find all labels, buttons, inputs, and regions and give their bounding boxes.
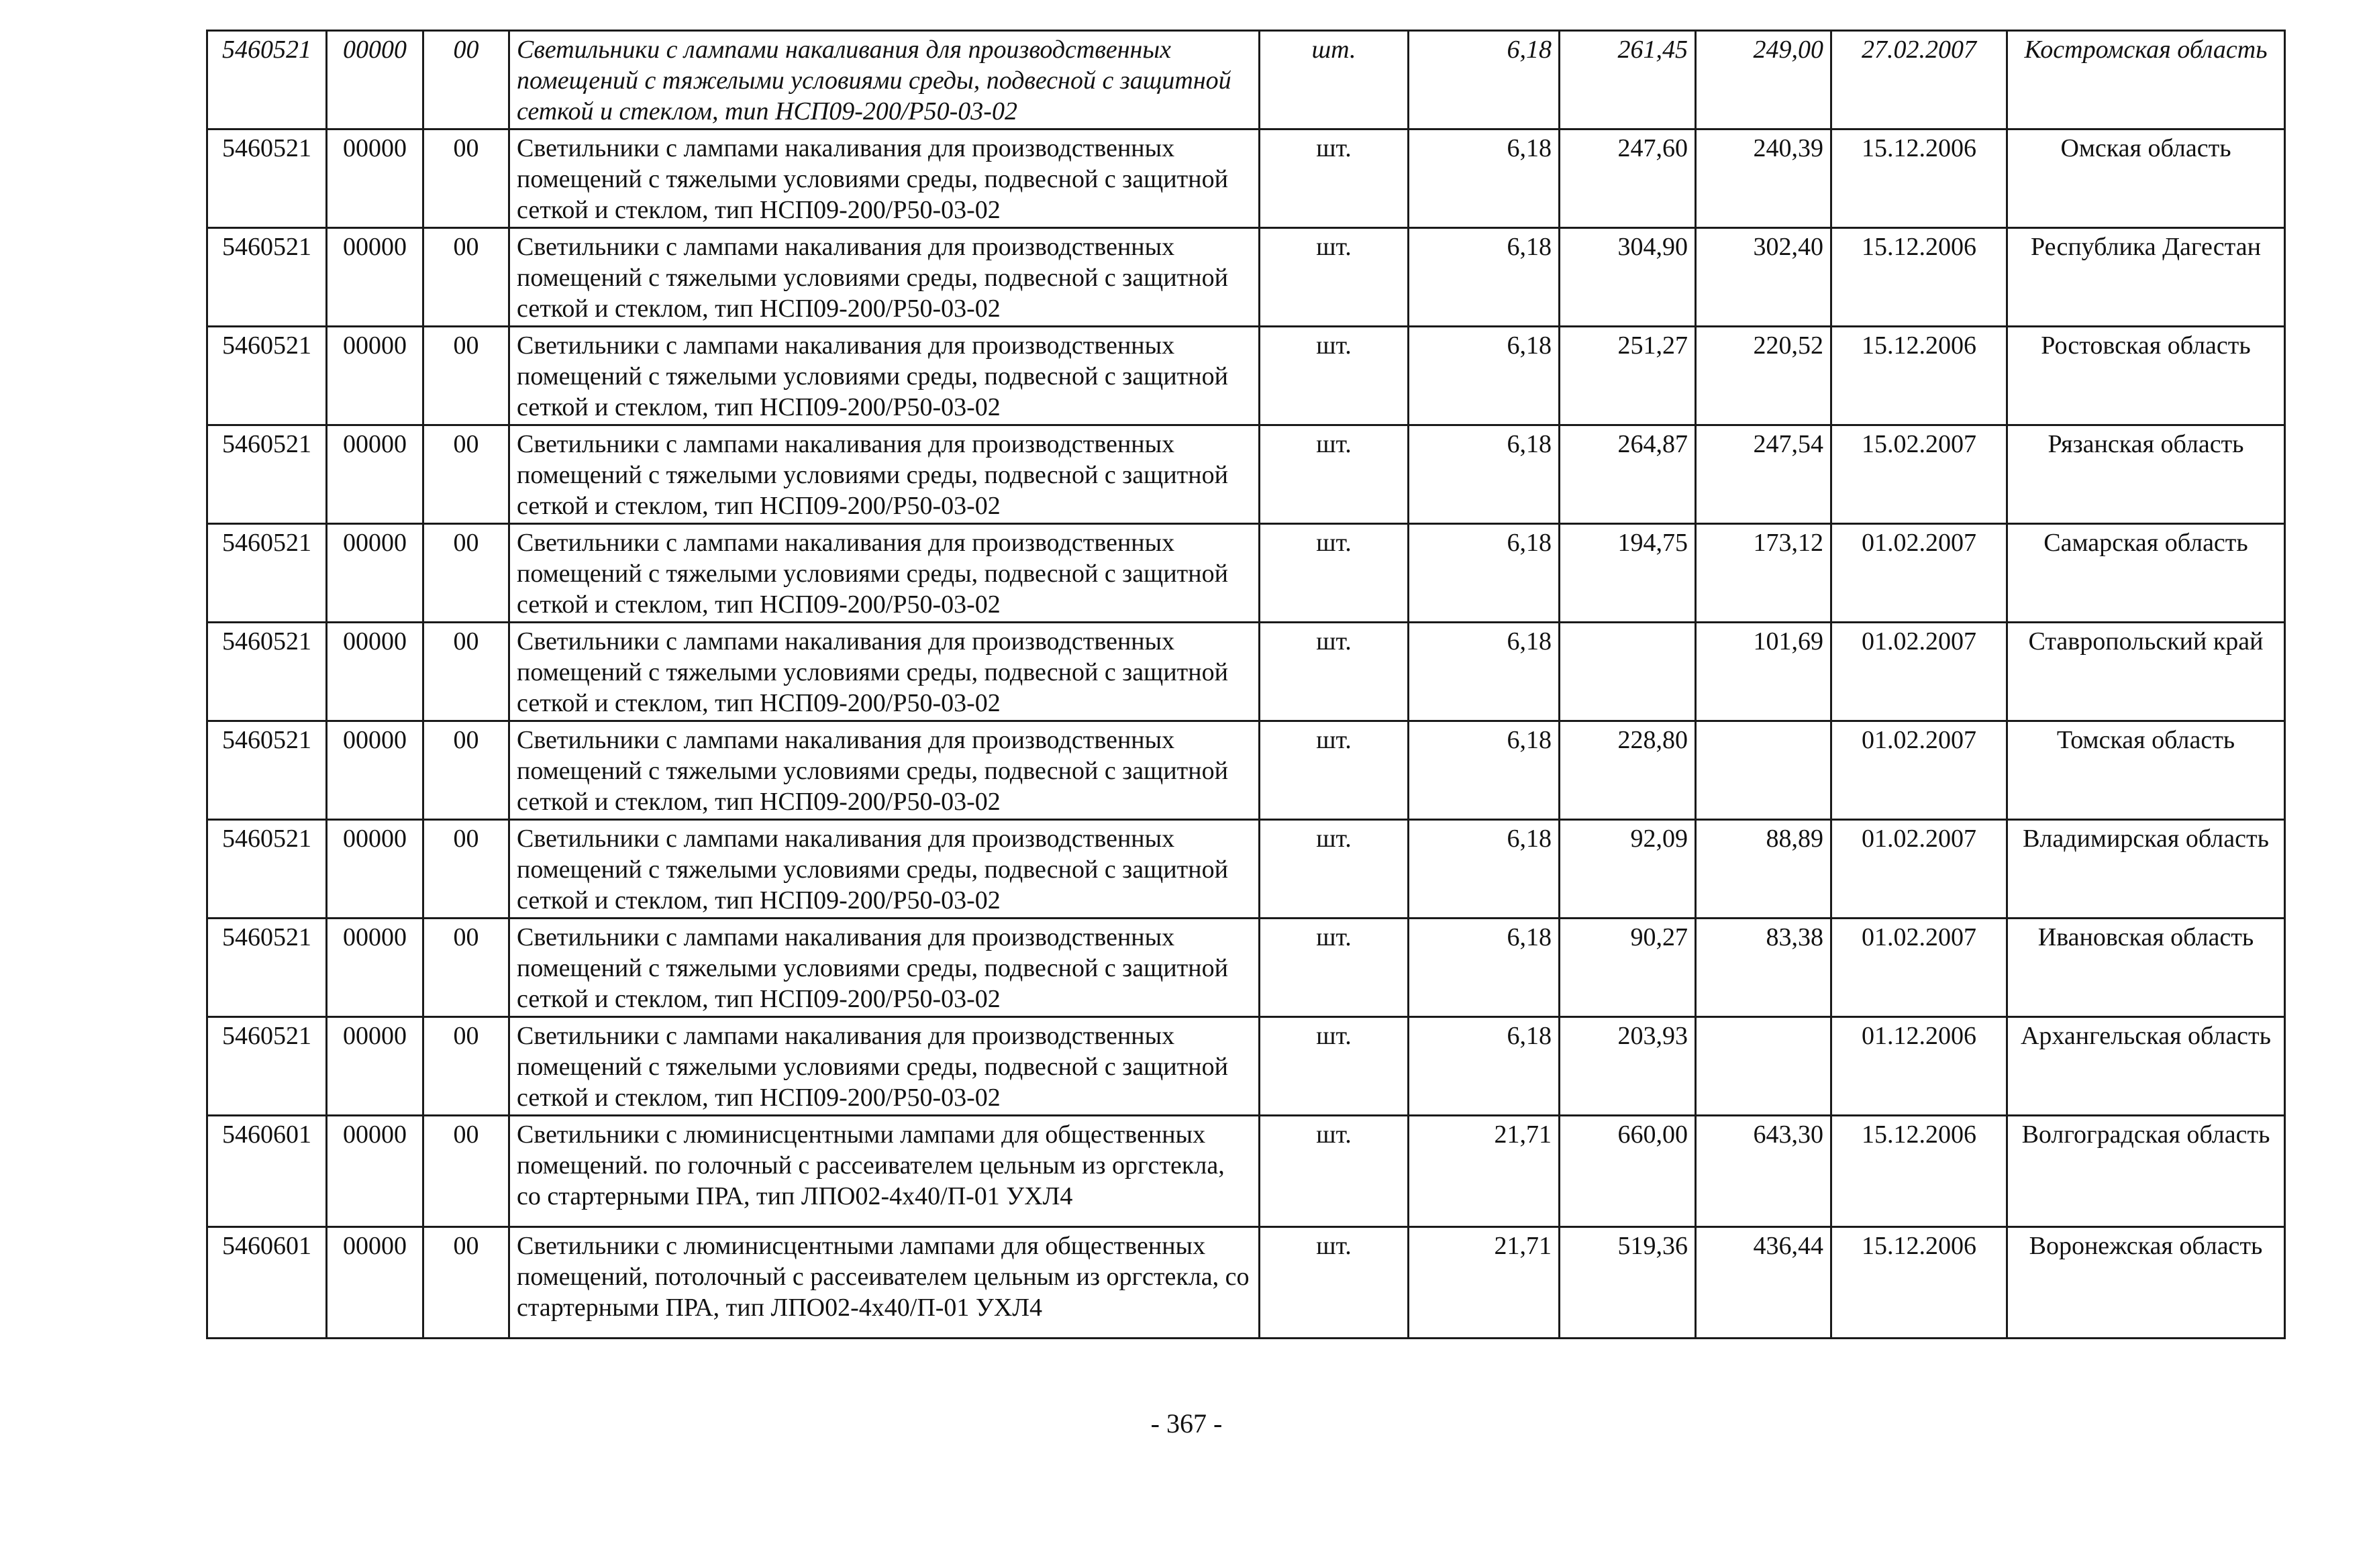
item-name-cell: Светильники с лампами накаливания для производственных помещений с тяжелыми условиями среды, подвесной с защитной сеткой и стеклом, тип НСП09-200/Р50-03-02 — [509, 1017, 1260, 1116]
price-2-cell — [1696, 1017, 1831, 1116]
price-1-cell: 90,27 — [1560, 919, 1696, 1017]
item-name-cell: Светильники с лампами накаливания для производственных помещений с тяжелыми условиями среды, подвесной с защитной сеткой и стеклом, тип НСП09-200/Р50-03-02 — [509, 721, 1260, 820]
item-code-cell: 5460521 — [207, 425, 327, 524]
region-cell: Рязанская область — [2007, 425, 2285, 524]
coefficient-cell: 6,18 — [1409, 524, 1560, 623]
subcode-cell: 00000 — [327, 31, 423, 129]
region-cell: Республика Дагестан — [2007, 228, 2285, 327]
table-row — [207, 31, 2285, 129]
region-cell: Костромская область — [2007, 31, 2285, 129]
unit-cell: шт. — [1260, 1227, 1409, 1339]
price-2-cell: 173,12 — [1696, 524, 1831, 623]
item-code-cell: 5460521 — [207, 1017, 327, 1116]
item-name-cell: Светильники с лампами накаливания для производственных помещений с тяжелыми условиями среды, подвесной с защитной сеткой и стеклом, тип НСП09-200/Р50-03-02 — [509, 327, 1260, 425]
price-2-cell: 83,38 — [1696, 919, 1831, 1017]
price-1-cell: 660,00 — [1560, 1116, 1696, 1227]
item-code-cell: 5460521 — [207, 228, 327, 327]
region-cell: Омская область — [2007, 129, 2285, 228]
date-cell: 15.02.2007 — [1831, 425, 2007, 524]
price-2-cell: 247,54 — [1696, 425, 1831, 524]
date-cell: 15.12.2006 — [1831, 1116, 2007, 1227]
region-cell: Ивановская область — [2007, 919, 2285, 1017]
subcode-cell: 00000 — [327, 623, 423, 721]
price-1-cell: 228,80 — [1560, 721, 1696, 820]
table-row — [207, 524, 2285, 623]
group-code-cell: 00 — [423, 327, 509, 425]
date-cell: 01.02.2007 — [1831, 623, 2007, 721]
table-row — [207, 228, 2285, 327]
group-code-cell: 00 — [423, 1227, 509, 1339]
price-1-cell: 261,45 — [1560, 31, 1696, 129]
price-1-cell: 251,27 — [1560, 327, 1696, 425]
subcode-cell: 00000 — [327, 721, 423, 820]
region-cell: Самарская область — [2007, 524, 2285, 623]
price-2-cell: 240,39 — [1696, 129, 1831, 228]
table-row — [207, 425, 2285, 524]
subcode-cell: 00000 — [327, 129, 423, 228]
region-cell: Ростовская область — [2007, 327, 2285, 425]
unit-cell: шт. — [1260, 425, 1409, 524]
group-code-cell: 00 — [423, 721, 509, 820]
unit-cell: шт. — [1260, 327, 1409, 425]
subcode-cell: 00000 — [327, 1116, 423, 1227]
unit-cell: шт. — [1260, 31, 1409, 129]
price-1-cell: 264,87 — [1560, 425, 1696, 524]
item-code-cell: 5460521 — [207, 524, 327, 623]
group-code-cell: 00 — [423, 1116, 509, 1227]
group-code-cell: 00 — [423, 919, 509, 1017]
item-name-cell: Светильники с лампами накаливания для производственных помещений с тяжелыми условиями среды, подвесной с защитной сеткой и стеклом, тип НСП09-200/Р50-03-02 — [509, 425, 1260, 524]
date-cell: 15.12.2006 — [1831, 327, 2007, 425]
item-name-cell: Светильники с лампами накаливания для производственных помещений с тяжелыми условиями среды, подвесной с защитной сеткой и стеклом, тип НСП09-200/Р50-03-02 — [509, 524, 1260, 623]
subcode-cell: 00000 — [327, 425, 423, 524]
group-code-cell: 00 — [423, 31, 509, 129]
region-cell: Владимирская область — [2007, 820, 2285, 919]
price-1-cell: 247,60 — [1560, 129, 1696, 228]
date-cell: 15.12.2006 — [1831, 129, 2007, 228]
price-table — [206, 30, 2286, 1339]
date-cell: 01.02.2007 — [1831, 524, 2007, 623]
price-1-cell: 203,93 — [1560, 1017, 1696, 1116]
table-row — [207, 1116, 2285, 1227]
coefficient-cell: 6,18 — [1409, 820, 1560, 919]
price-1-cell: 304,90 — [1560, 228, 1696, 327]
item-code-cell: 5460521 — [207, 31, 327, 129]
unit-cell: шт. — [1260, 1017, 1409, 1116]
price-2-cell: 88,89 — [1696, 820, 1831, 919]
coefficient-cell: 21,71 — [1409, 1227, 1560, 1339]
table-row — [207, 721, 2285, 820]
coefficient-cell: 6,18 — [1409, 1017, 1560, 1116]
date-cell: 01.02.2007 — [1831, 820, 2007, 919]
price-2-cell: 643,30 — [1696, 1116, 1831, 1227]
subcode-cell: 00000 — [327, 1017, 423, 1116]
date-cell: 27.02.2007 — [1831, 31, 2007, 129]
coefficient-cell: 6,18 — [1409, 623, 1560, 721]
subcode-cell: 00000 — [327, 524, 423, 623]
subcode-cell: 00000 — [327, 1227, 423, 1339]
subcode-cell: 00000 — [327, 327, 423, 425]
item-name-cell: Светильники с люминисцентными лампами для общественных помещений. по голочный с рассеивателем цельным из оргстекла, со стартерными ПРА, тип ЛПО02-4х40/П-01 УХЛ4 — [509, 1116, 1260, 1227]
item-code-cell: 5460521 — [207, 129, 327, 228]
date-cell: 01.02.2007 — [1831, 721, 2007, 820]
item-code-cell: 5460601 — [207, 1227, 327, 1339]
group-code-cell: 00 — [423, 425, 509, 524]
date-cell: 15.12.2006 — [1831, 228, 2007, 327]
table-row — [207, 820, 2285, 919]
price-1-cell: 519,36 — [1560, 1227, 1696, 1339]
group-code-cell: 00 — [423, 129, 509, 228]
price-2-cell: 101,69 — [1696, 623, 1831, 721]
coefficient-cell: 6,18 — [1409, 425, 1560, 524]
item-code-cell: 5460521 — [207, 327, 327, 425]
item-name-cell: Светильники с лампами накаливания для производственных помещений с тяжелыми условиями среды, подвесной с защитной сеткой и стеклом, тип НСП09-200/Р50-03-02 — [509, 129, 1260, 228]
item-code-cell: 5460521 — [207, 919, 327, 1017]
subcode-cell: 00000 — [327, 820, 423, 919]
price-1-cell: 194,75 — [1560, 524, 1696, 623]
coefficient-cell: 6,18 — [1409, 721, 1560, 820]
date-cell: 01.02.2007 — [1831, 919, 2007, 1017]
item-code-cell: 5460521 — [207, 820, 327, 919]
table-row — [207, 1017, 2285, 1116]
region-cell: Ставропольский край — [2007, 623, 2285, 721]
unit-cell: шт. — [1260, 623, 1409, 721]
unit-cell: шт. — [1260, 524, 1409, 623]
coefficient-cell: 6,18 — [1409, 327, 1560, 425]
region-cell: Волгоградская область — [2007, 1116, 2285, 1227]
price-2-cell — [1696, 721, 1831, 820]
unit-cell: шт. — [1260, 228, 1409, 327]
item-name-cell: Светильники с лампами накаливания для производственных помещений с тяжелыми условиями среды, подвесной с защитной сеткой и стеклом, тип НСП09-200/Р50-03-02 — [509, 623, 1260, 721]
item-name-cell: Светильники с люминисцентными лампами для общественных помещений, потолочный с рассеивателем цельным из оргстекла, со стартерными ПРА, тип ЛПО02-4х40/П-01 УХЛ4 — [509, 1227, 1260, 1339]
group-code-cell: 00 — [423, 228, 509, 327]
page-number: - 367 - — [1150, 1408, 1223, 1439]
unit-cell: шт. — [1260, 129, 1409, 228]
price-2-cell: 302,40 — [1696, 228, 1831, 327]
region-cell: Архангельская область — [2007, 1017, 2285, 1116]
coefficient-cell: 6,18 — [1409, 31, 1560, 129]
unit-cell: шт. — [1260, 1116, 1409, 1227]
group-code-cell: 00 — [423, 820, 509, 919]
unit-cell: шт. — [1260, 721, 1409, 820]
subcode-cell: 00000 — [327, 228, 423, 327]
item-name-cell: Светильники с лампами накаливания для производственных помещений с тяжелыми условиями среды, подвесной с защитной сеткой и стеклом, тип НСП09-200/Р50-03-02 — [509, 820, 1260, 919]
coefficient-cell: 6,18 — [1409, 919, 1560, 1017]
date-cell: 15.12.2006 — [1831, 1227, 2007, 1339]
price-2-cell: 220,52 — [1696, 327, 1831, 425]
price-2-cell: 249,00 — [1696, 31, 1831, 129]
item-name-cell: Светильники с лампами накаливания для производственных помещений с тяжелыми условиями среды, подвесной с защитной сеткой и стеклом, тип НСП09-200/Р50-03-02 — [509, 31, 1260, 129]
group-code-cell: 00 — [423, 623, 509, 721]
coefficient-cell: 21,71 — [1409, 1116, 1560, 1227]
item-code-cell: 5460521 — [207, 623, 327, 721]
price-2-cell: 436,44 — [1696, 1227, 1831, 1339]
table-row — [207, 1227, 2285, 1339]
item-name-cell: Светильники с лампами накаливания для производственных помещений с тяжелыми условиями среды, подвесной с защитной сеткой и стеклом, тип НСП09-200/Р50-03-02 — [509, 228, 1260, 327]
table-row — [207, 129, 2285, 228]
price-1-cell — [1560, 623, 1696, 721]
coefficient-cell: 6,18 — [1409, 129, 1560, 228]
date-cell: 01.12.2006 — [1831, 1017, 2007, 1116]
region-cell: Воронежская область — [2007, 1227, 2285, 1339]
coefficient-cell: 6,18 — [1409, 228, 1560, 327]
item-code-cell: 5460521 — [207, 721, 327, 820]
unit-cell: шт. — [1260, 820, 1409, 919]
region-cell: Томская область — [2007, 721, 2285, 820]
group-code-cell: 00 — [423, 524, 509, 623]
group-code-cell: 00 — [423, 1017, 509, 1116]
item-name-cell: Светильники с лампами накаливания для производственных помещений с тяжелыми условиями среды, подвесной с защитной сеткой и стеклом, тип НСП09-200/Р50-03-02 — [509, 919, 1260, 1017]
price-1-cell: 92,09 — [1560, 820, 1696, 919]
item-code-cell: 5460601 — [207, 1116, 327, 1227]
subcode-cell: 00000 — [327, 919, 423, 1017]
table-row — [207, 327, 2285, 425]
unit-cell: шт. — [1260, 919, 1409, 1017]
table-row — [207, 919, 2285, 1017]
table-row — [207, 623, 2285, 721]
